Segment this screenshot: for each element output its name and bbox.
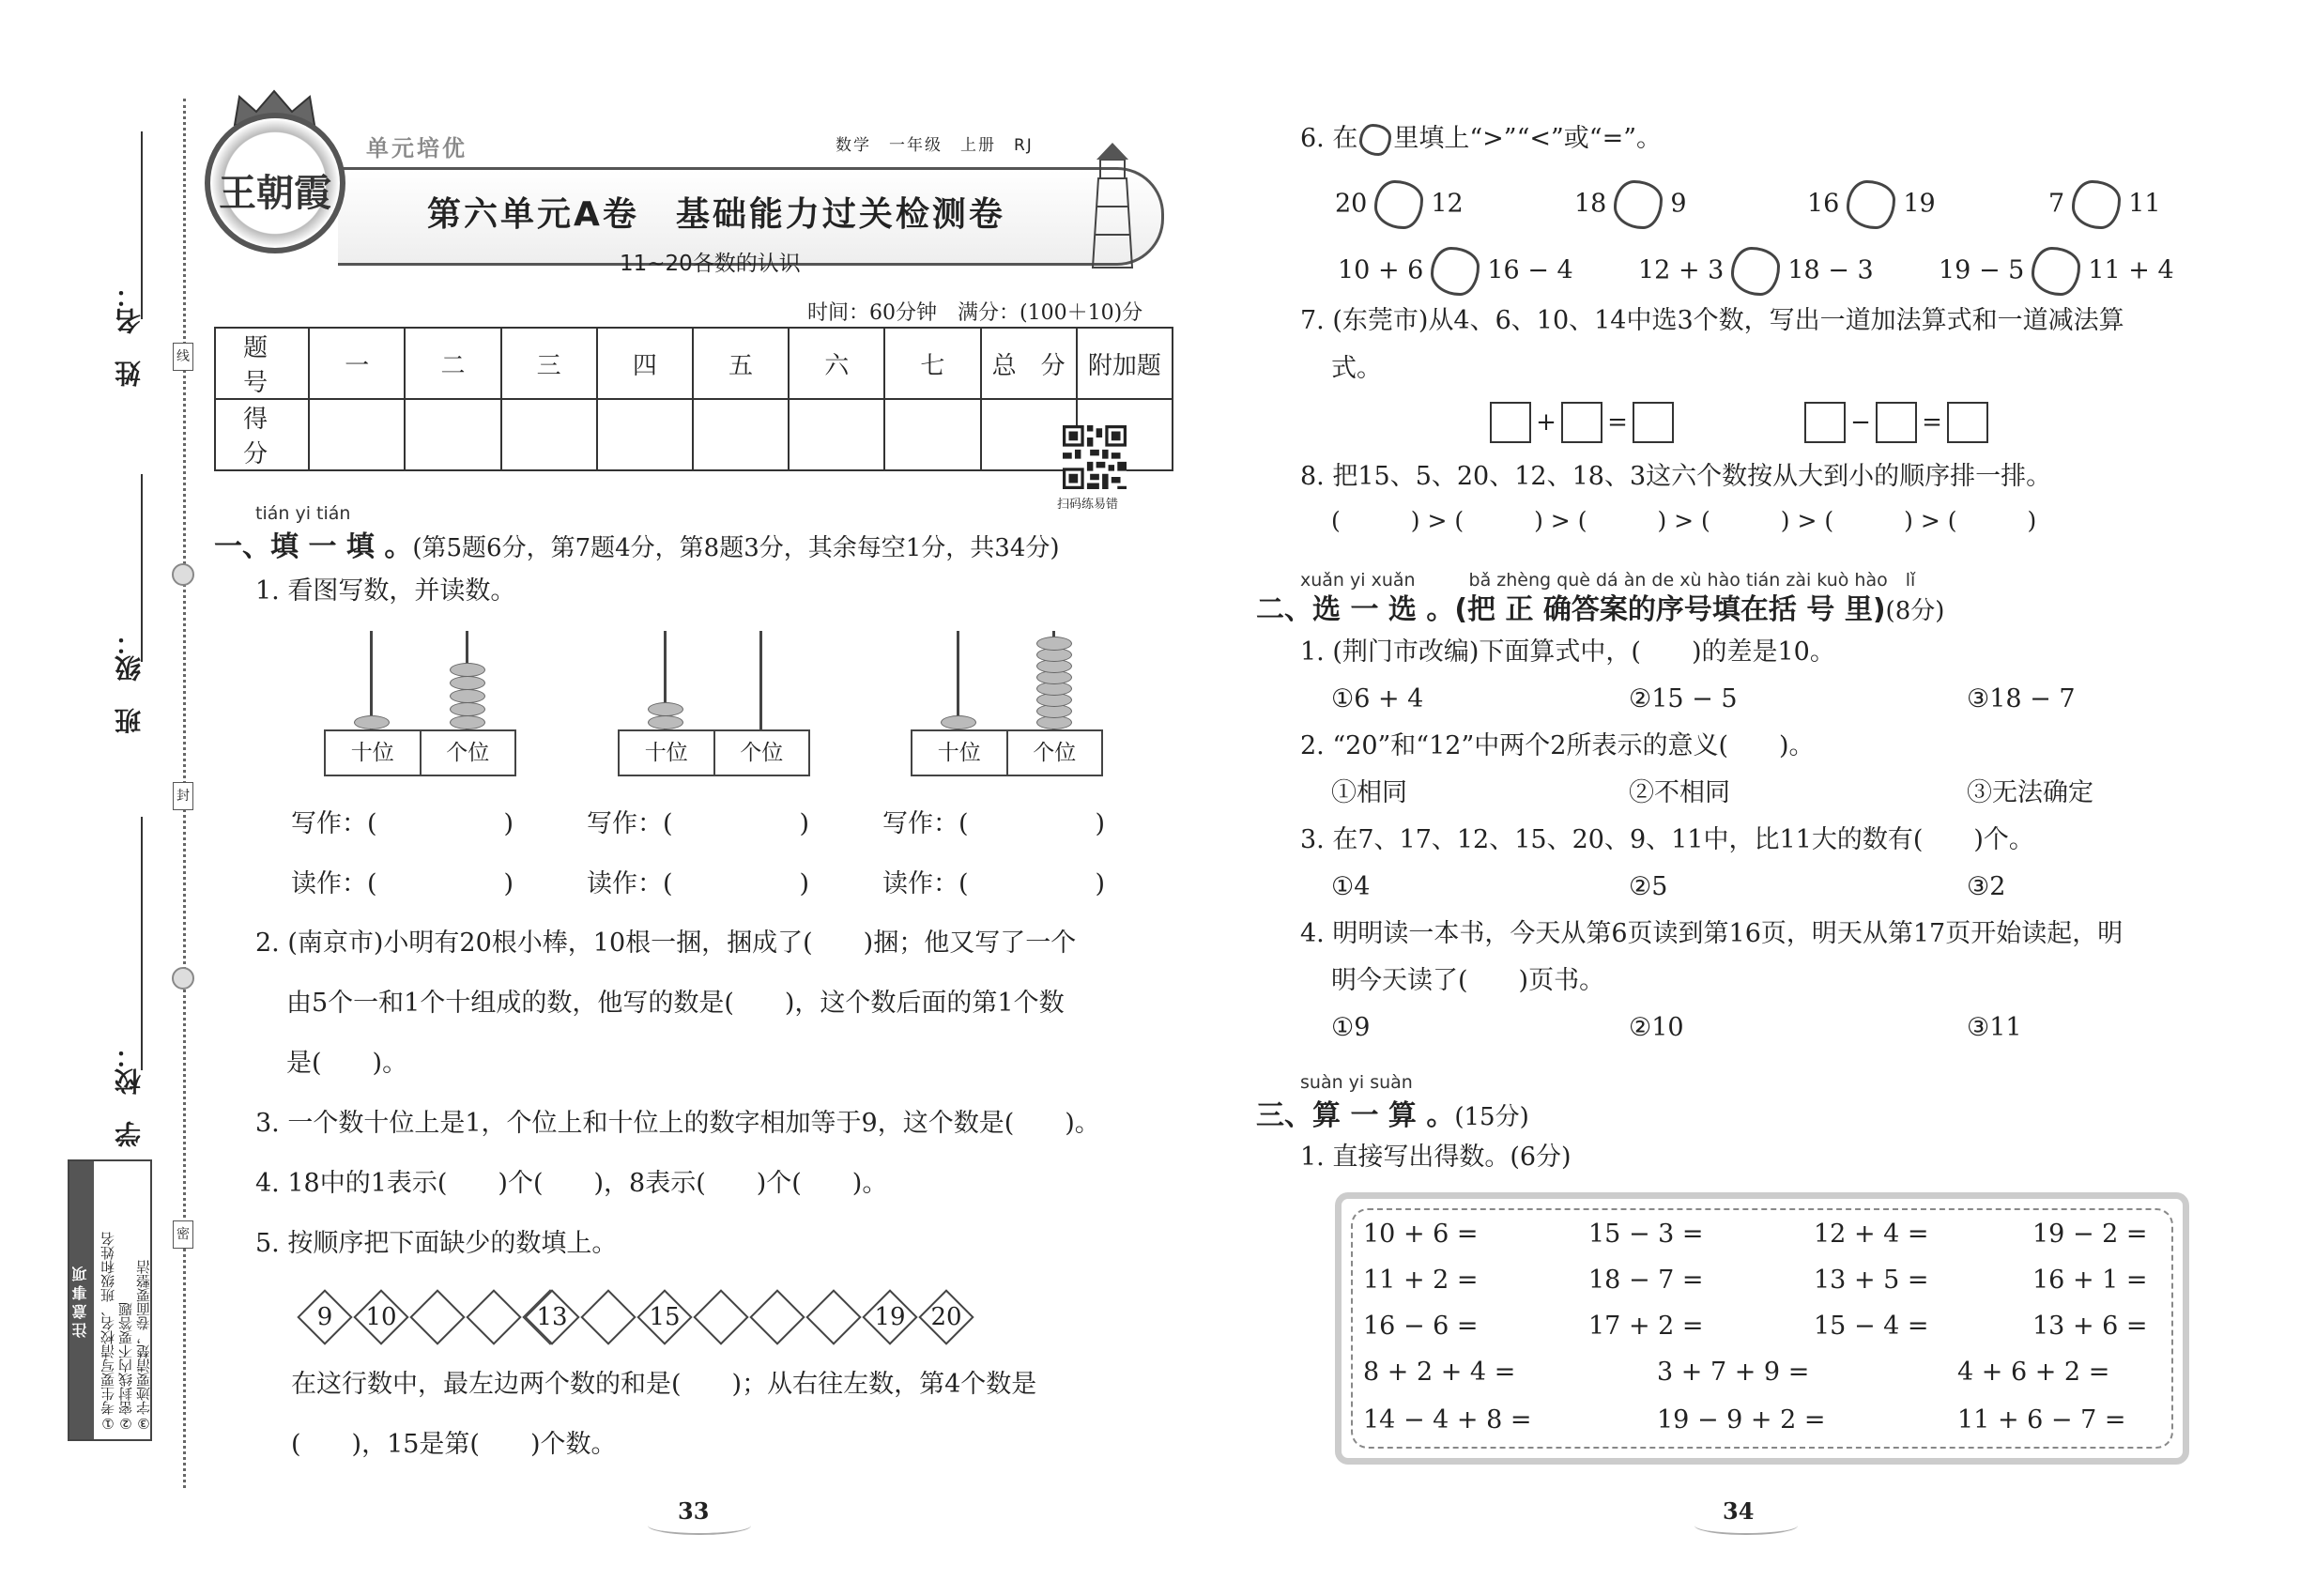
compare-blank[interactable]: [1731, 247, 1780, 296]
page-decoration: [1694, 1516, 1798, 1535]
minus-sign: −: [1850, 408, 1871, 437]
calc-item[interactable]: 16 + 1 =: [2032, 1266, 2148, 1295]
calc-item[interactable]: 18 − 7 =: [1588, 1266, 1704, 1295]
cut-mark-seal: 封: [173, 782, 193, 810]
question-1: 1. 看图写数，并读数。: [255, 576, 516, 606]
compare-item: 7 11: [2048, 180, 2161, 229]
section3-title-text: 三、算 一 算 。: [1256, 1099, 1455, 1132]
calc-item[interactable]: 17 + 2 =: [1588, 1312, 1704, 1341]
read-answer-2[interactable]: 读作：( ): [587, 869, 810, 898]
abacus-ones-label: 个位: [713, 731, 809, 775]
option[interactable]: ②15 − 5: [1629, 684, 1738, 714]
calc-item[interactable]: 3 + 7 + 9 =: [1657, 1358, 1810, 1387]
sequence-blank[interactable]: [692, 1288, 750, 1346]
compare-blank[interactable]: [2032, 247, 2080, 296]
compare-blank[interactable]: [1374, 180, 1423, 229]
table-cell: 得 分: [215, 399, 309, 470]
seal-dot: [172, 563, 194, 586]
s2-question-2: 2. “20”和“12”中两个2所表示的意义( )。: [1300, 731, 1815, 760]
notes-text: [98, 1161, 152, 1439]
section2-title: [1256, 586, 1944, 627]
calc-item[interactable]: 12 + 4 =: [1814, 1220, 1929, 1249]
equals-sign: =: [1922, 408, 1942, 437]
answer-box[interactable]: [1633, 402, 1674, 443]
section1-pinyin: tián yi tián: [255, 503, 351, 524]
note-1: ①考生要写清校名、班级和姓名: [100, 1232, 116, 1432]
score-table: [214, 327, 1173, 471]
calc-item[interactable]: 15 − 4 =: [1814, 1312, 1929, 1341]
option[interactable]: ①相同: [1331, 778, 1407, 807]
abacus-ones-label: 个位: [1006, 731, 1102, 775]
question-2-line-2: 由5个一和1个十组成的数，他写的数是( )，这个数后面的第1个数: [286, 989, 1065, 1018]
question-7-line-2: 式。: [1331, 354, 1382, 383]
abacus-1: [324, 631, 516, 800]
brand-logo: [205, 113, 345, 253]
question-6: [1300, 120, 1662, 157]
answer-box[interactable]: [1804, 402, 1846, 443]
calc-item[interactable]: 4 + 6 + 2 =: [1957, 1358, 2110, 1387]
s2-question-3: 3. 在7、17、12、15、20、9、11中，比11大的数有( )个。: [1300, 825, 2034, 854]
cut-mark-line: 线: [173, 343, 193, 371]
subtraction-equation: [1804, 402, 1988, 443]
question-5-line-1: 在这行数中，最左边两个数的和是( )；从右往左数，第4个数是: [291, 1370, 1037, 1399]
page-number-right: 34: [1723, 1497, 1755, 1525]
order-answer[interactable]: ( ) > ( ) > ( ) > ( ) > ( ) > ( ): [1331, 507, 2037, 534]
grade-info: 数学 一年级 上册 RJ: [836, 136, 1034, 155]
sequence-cell: 19: [861, 1288, 919, 1346]
page-decoration: [648, 1516, 751, 1535]
section2-score: (8分): [1885, 597, 1945, 625]
page-number-left: 33: [678, 1497, 710, 1525]
qr-label: 扫码练易错: [1057, 498, 1119, 512]
answer-box[interactable]: [1490, 402, 1531, 443]
sequence-blank[interactable]: [579, 1288, 637, 1346]
section3-score: (15分): [1454, 1103, 1529, 1131]
abacus-3: [911, 631, 1103, 800]
write-answer-2[interactable]: 写作：( ): [587, 809, 810, 838]
s2-question-1: 1. (荆门市改编)下面算式中，( )的差是10。: [1300, 637, 1835, 667]
score-input-cell[interactable]: [309, 399, 405, 470]
abacus-bead: [648, 715, 683, 729]
sub-title: 11~20各数的认识: [620, 252, 801, 276]
abacus-bead: [450, 663, 485, 677]
option[interactable]: ③18 − 7: [1967, 684, 2076, 714]
section2-title-text: 二、选 一 选 。(把 正 确答案的序号填在括 号 里): [1256, 593, 1886, 626]
page-title: 第六单元A卷 基础能力过关检测卷: [427, 195, 1005, 234]
option[interactable]: ③11: [1967, 1013, 2022, 1042]
sequence-blank[interactable]: [805, 1288, 863, 1346]
abacus-bead: [354, 715, 390, 729]
abacus-2: [618, 631, 810, 800]
q6-text: 6. 在: [1300, 124, 1358, 153]
seal-dot: [172, 967, 194, 990]
abacus-rod: [759, 631, 762, 730]
score-input-cell[interactable]: [789, 399, 884, 470]
calc-item[interactable]: 14 − 4 + 8 =: [1363, 1405, 1532, 1435]
notes-title: 注意事项: [69, 1161, 94, 1439]
sequence-cell: 9: [296, 1288, 354, 1346]
compare-item: 18 9: [1574, 180, 1687, 229]
compare-blank[interactable]: [1614, 180, 1663, 229]
question-7-line-1: 7. (东莞市)从4、6、10、14中选3个数，写出一道加法算式和一道减法算: [1300, 306, 2124, 335]
abacus-ones-label: 个位: [420, 731, 515, 775]
compare-item: 10 + 6 16 − 4: [1338, 247, 1573, 296]
table-cell: 题 号: [215, 328, 309, 399]
option[interactable]: ③无法确定: [1967, 778, 2093, 807]
abacus-tens-label: 十位: [644, 741, 688, 765]
table-cell: 六: [789, 328, 884, 399]
table-cell: 一: [309, 328, 405, 399]
flower-icon: [1359, 124, 1391, 156]
sequence-blank[interactable]: [408, 1288, 467, 1346]
logo-text: 王朝霞: [219, 171, 331, 215]
question-4: 4. 18中的1表示( )个( )，8表示( )个( )。: [255, 1169, 888, 1198]
calc-item[interactable]: 15 − 3 =: [1588, 1220, 1704, 1249]
question-3: 3. 一个数十位上是1，个位上和十位上的数字相加等于9，这个数是( )。: [255, 1109, 1100, 1138]
abacus-bead: [941, 715, 976, 729]
question-2-line-3: 是( )。: [286, 1049, 408, 1078]
s2-question-4-line-2: 明今天读了( )页书。: [1331, 966, 1605, 995]
abacus-bead: [648, 702, 683, 716]
note-2: ②密封线内不要答题: [117, 1302, 134, 1432]
sequence-cell: 20: [917, 1288, 975, 1346]
sequence-cell: 13: [523, 1288, 581, 1346]
option[interactable]: ①9: [1331, 1013, 1371, 1042]
question-5: 5. 按顺序把下面缺少的数填上。: [255, 1229, 618, 1258]
compare-item: 20 12: [1335, 180, 1464, 229]
calc-item[interactable]: 10 + 6 =: [1363, 1220, 1479, 1249]
sequence-cell: 10: [352, 1288, 410, 1346]
answer-box[interactable]: [1561, 402, 1602, 443]
class-label: 班 级：: [114, 629, 145, 734]
compare-blank[interactable]: [2072, 180, 2121, 229]
series-tag: 单元培优: [366, 135, 468, 161]
calc-item[interactable]: 8 + 2 + 4 =: [1363, 1358, 1516, 1387]
abacus-base: [618, 729, 810, 776]
compare-blank[interactable]: [1431, 247, 1480, 296]
abacus-tens-label: 十位: [350, 741, 394, 765]
equals-sign: =: [1607, 408, 1628, 437]
option[interactable]: ②10: [1629, 1013, 1684, 1042]
option[interactable]: ①4: [1331, 872, 1371, 901]
table-cell: 二: [405, 328, 500, 399]
section1-note: (第5题6分，第7题4分，第8题3分，其余每空1分，共34分): [412, 534, 1060, 562]
lighthouse-icon: [1080, 131, 1145, 272]
table-cell: 三: [501, 328, 597, 399]
note-3: ③字迹要清楚，卷面要整洁: [135, 1260, 152, 1432]
calc-item[interactable]: 19 − 2 =: [2032, 1220, 2148, 1249]
score-header-row: [215, 328, 1173, 399]
read-answer-1[interactable]: 读作：( ): [291, 869, 514, 898]
question-2-line-1: 2. (南京市)小明有20根小棒，10根一捆，捆成了( )捆；他又写了一个: [255, 928, 1077, 958]
cut-mark-secret: 密: [173, 1220, 193, 1249]
q6-text-2: 里填上“>”“<”或“=”。: [1393, 124, 1663, 153]
calc-item[interactable]: 19 − 9 + 2 =: [1657, 1405, 1826, 1435]
section3-title: [1256, 1092, 1529, 1133]
abacus-bead: [450, 676, 485, 690]
option[interactable]: ①6 + 4: [1331, 684, 1424, 714]
score-input-cell[interactable]: [597, 399, 693, 470]
sequence-cell: 15: [636, 1288, 694, 1346]
abacus-base: [324, 729, 516, 776]
abacus-bead: [450, 715, 485, 729]
abacus-base: [911, 729, 1103, 776]
score-input-cell[interactable]: [501, 399, 597, 470]
answer-box[interactable]: [1876, 402, 1917, 443]
question-8: 8. 把15、5、20、12、18、3这六个数按从大到小的顺序排一排。: [1300, 462, 2052, 491]
option[interactable]: ②不相同: [1629, 778, 1730, 807]
score-input-cell[interactable]: [405, 399, 500, 470]
option[interactable]: ③2: [1967, 872, 2006, 901]
score-input-cell[interactable]: [693, 399, 789, 470]
answer-box[interactable]: [1947, 402, 1988, 443]
abacus-tens-label: 十位: [937, 741, 981, 765]
abacus-bead: [1036, 637, 1072, 651]
name-label: 姓 名：: [114, 282, 145, 387]
score-row: [215, 399, 1173, 470]
section3-pinyin: suàn yi suàn: [1300, 1072, 1413, 1093]
table-cell: 四: [597, 328, 693, 399]
question-5-line-2: ( )，15是第( )个数。: [291, 1430, 617, 1459]
calc-item[interactable]: 13 + 5 =: [1814, 1266, 1929, 1295]
sequence-blank[interactable]: [465, 1288, 523, 1346]
plus-sign: +: [1536, 408, 1556, 437]
write-answer-3[interactable]: 写作：( ): [882, 809, 1106, 838]
notes-box: [68, 1159, 152, 1441]
calc-item[interactable]: 13 + 6 =: [2032, 1312, 2148, 1341]
s3-question-1: 1. 直接写出得数。(6分): [1300, 1143, 1572, 1172]
school-write-line[interactable]: [141, 817, 143, 1070]
section1-title: [214, 523, 1060, 564]
compare-blank[interactable]: [1847, 180, 1895, 229]
sequence-blank[interactable]: [748, 1288, 806, 1346]
calc-item[interactable]: 11 + 2 =: [1363, 1266, 1479, 1295]
table-cell: 五: [693, 328, 789, 399]
compare-item: 12 + 3 18 − 3: [1638, 247, 1874, 296]
abacus-bead: [450, 689, 485, 703]
option[interactable]: ②5: [1629, 872, 1668, 901]
table-cell: 七: [884, 328, 980, 399]
s2-question-4-line-1: 4. 明明读一本书，今天从第6页读到第16页，明天从第17页开始读起，明: [1300, 919, 2124, 948]
qr-code-icon[interactable]: [1063, 425, 1127, 489]
compare-item: 19 − 5 11 + 4: [1939, 247, 2174, 296]
section2-pinyin: xuǎn yi xuǎn bǎ zhèng què dá àn de xù hào tián zài kuò hào lǐ: [1300, 570, 1916, 591]
abacus-bead: [450, 702, 485, 716]
school-label: 学 校：: [114, 1042, 145, 1147]
table-cell: 总 分: [981, 328, 1077, 399]
addition-equation: [1490, 402, 1674, 443]
score-input-cell[interactable]: [884, 399, 980, 470]
time-info: 时间：60分钟 满分：(100＋10)分: [807, 301, 1143, 325]
write-answer-1[interactable]: 写作：( ): [291, 809, 514, 838]
calc-item[interactable]: 11 + 6 − 7 =: [1957, 1405, 2126, 1435]
compare-item: 16 19: [1807, 180, 1936, 229]
table-cell: 附加题: [1077, 328, 1173, 399]
read-answer-3[interactable]: 读作：( ): [882, 869, 1106, 898]
section1-title-text: 一、填 一 填 。: [214, 530, 413, 563]
calc-item[interactable]: 16 − 6 =: [1363, 1312, 1479, 1341]
